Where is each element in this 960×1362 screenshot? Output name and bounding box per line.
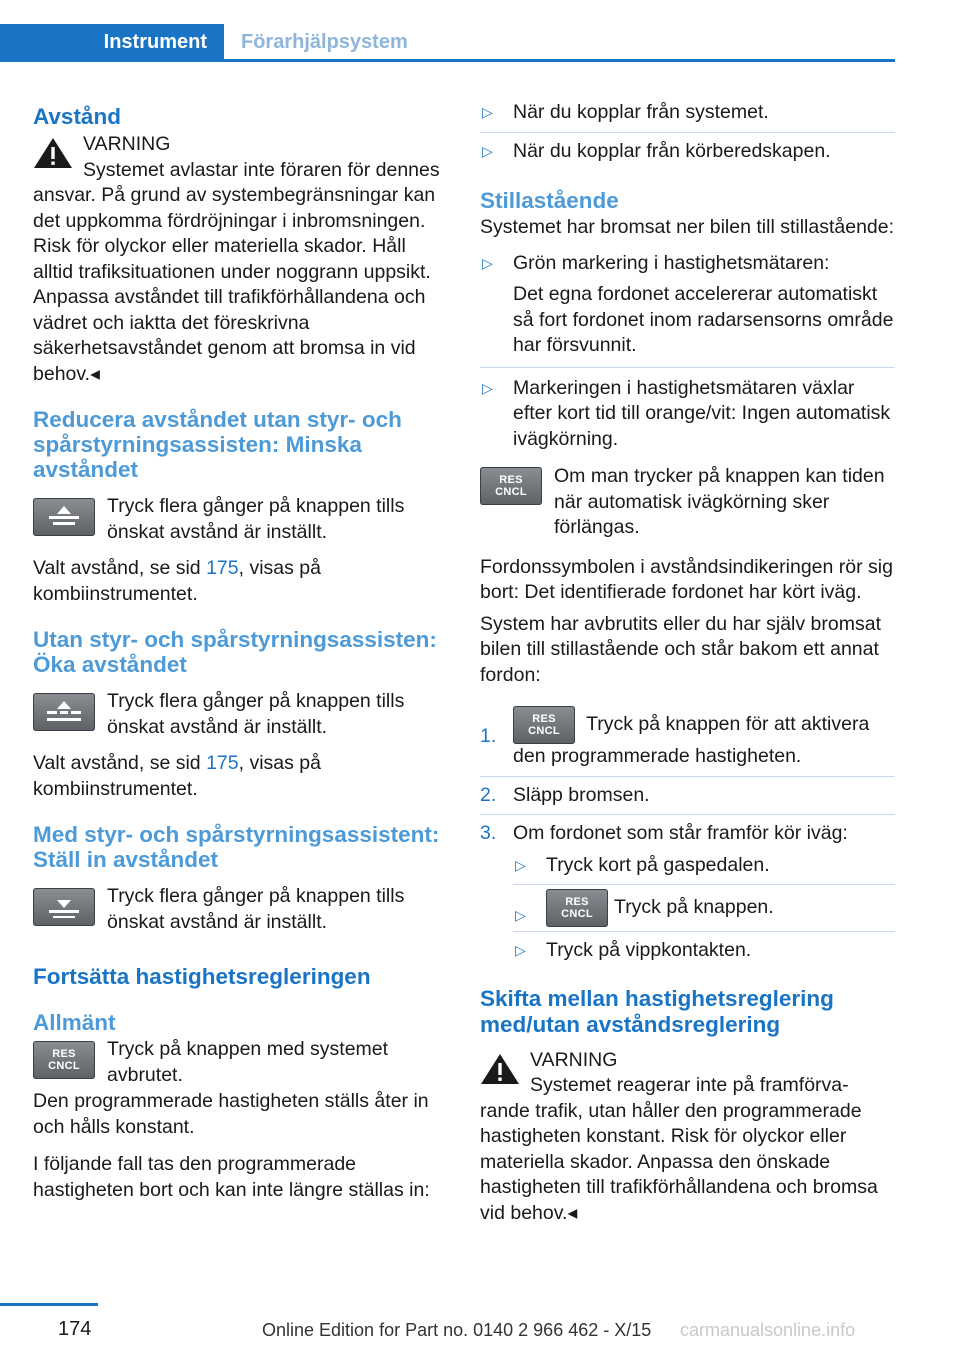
left-column [33,100,448,1203]
heading-set-distance: Med styr- och spårstyrningsassistent: Ställ in avståndet [33,822,440,872]
warning-label: VARNING [83,133,171,155]
steps-list [480,706,895,964]
selected-distance-post-2: , visas på kombiinstrumentet. [33,752,321,800]
list-item: ▷ När du kopplar från körberedskapen. [480,132,895,165]
substeps-list [513,853,895,964]
watermark-text: carmanualsonline.info [680,1320,856,1340]
tab-instrument[interactable]: Instrument [0,24,224,60]
bullet-triangle-icon: ▷ [482,379,493,396]
bullet-triangle-icon: ▷ [482,142,493,159]
step-number: 2. [480,783,497,806]
delay-button-row [480,464,895,541]
heading-increase-distance: Utan styr- och spårstyrningsassisten: Öka avståndet [33,627,437,677]
warning-label-2: VARNING [530,1048,618,1071]
list-item: ▷ RES CNCL Tryck på knappen. [513,884,895,931]
list-item: 1. RES CNCL Tryck på knappen för att aktivera den programmerade hastigheten. [480,706,895,776]
vehicle-gone-text: Fordonssymbolen i avståndsindikeringen rör sig bort: Det identifierade fordonet har kört iväg. [480,555,893,603]
edition-text: Online Edition for Part no. 0140 2 966 462 - X/15 [262,1320,652,1340]
page-link-175-2[interactable]: 175 [206,752,239,774]
heading-general: Allmänt [33,1010,116,1035]
warning-text-2-first: Systemet reagerar inte på framförva- [530,1074,849,1096]
list-item: ▷ Grön markering i hastighetsmätaren: Det egna fordonet accelererar automatiskt så fort fordonet inom radarsensorns område har försvunnit. [480,251,895,367]
warning-text: ansvar. På grund av systembegränsningar kan det uppkomma fördröjningar i inbromsningen. Risk för olyckor eller materiella skador. Håll alltid trafiksituationen under noggrann uppsikt. Anpassa avståndet till trafikförhållandena och vädret och iaktta det föreskrivna säkerhetsavståndet genom att bromsa in vid behov.◂ [33,184,436,385]
step-number: 1. [480,725,497,747]
heading-standstill: Stillastående [480,188,619,213]
heading-switch-mode: Skifta mellan hastighetsreglering med/utan avståndsreglering [480,985,834,1037]
bullet-triangle-icon: ▷ [482,254,493,271]
distance-increase-button-icon [33,693,95,731]
header-divider [0,59,895,62]
press-delay-text: Om man trycker på knappen kan tiden när automatisk ivägkörning sker förlängas. [554,465,885,538]
standstill-list [480,251,895,453]
list-item: 2. Släpp bromsen. [480,776,895,815]
list-item: 3. Om fordonet som står framför kör iväg: ▷ Tryck kort på gaspedalen. ▷ RES CNCL Tryck på knappen. ▷ Tryck på vippkontakten. [480,814,895,964]
list-item: ▷ Markeringen i hastighetsmätaren växlar efter kort tid till orange/vit: Ingen automatisk ivägkörning. [480,367,895,453]
warning-triangle-icon [33,136,73,170]
page-header [0,24,895,62]
bullet-triangle-icon: ▷ [482,104,493,120]
set-distance-row [33,884,448,936]
heading-avstand: Avstånd [33,104,121,129]
list-item: ▷ Tryck på vippkontakten. [513,931,895,964]
res-cncl-button-icon: RES CNCL [546,889,608,927]
warning-triangle-icon [480,1052,520,1086]
warning-block [33,132,448,387]
selected-distance-text-2 [33,751,448,802]
bullet-triangle-icon: ▷ [515,942,526,958]
selected-distance-post: , visas på kombiinstrumentet. [33,557,321,605]
resume-text: Den programmerade hastigheten ställs åter in och hålls konstant. [33,1090,429,1138]
selected-distance-pre-2: Valt avstånd, se sid [33,752,207,774]
bullet-triangle-icon: ▷ [515,907,526,923]
res-cncl-button-icon: RES CNCL [480,467,542,505]
standstill-detail: Det egna fordonet accelererar automatiskt så fort fordonet inom radarsensorns område har försvunnit. [513,283,894,356]
press-resume-text: Tryck på knappen med systemet avbrutet. [107,1038,389,1086]
right-column [480,100,895,1226]
cases-text: I följande fall tas den programmerade hastigheten bort och kan inte längre ställas in: [33,1153,430,1201]
standstill-text: Systemet har bromsat ner bilen till stillastående: [480,216,895,238]
heading-continue-cruise: Fortsätta hastighetsregleringen [33,964,371,989]
press-repeatedly-text-3: Tryck flera gånger på knappen tills önskat avstånd är inställt. [107,885,405,933]
res-label: RES [52,1048,76,1060]
cncl-label: CNCL [48,1060,80,1072]
res-cncl-button-icon: RES CNCL [513,706,575,744]
distance-decrease-button-icon [33,498,95,536]
warning-text-2: rande trafik, utan håller den programmerade hastigheten konstant. Risk för olyckor eller materiella skador. Anpassa den önskade hastigheten till trafikförhållandena och bromsa vid behov.◂ [480,1099,878,1224]
selected-distance-text [33,556,448,607]
press-repeatedly-text: Tryck flera gånger på knappen tills önskat avstånd är inställt. [107,495,405,543]
heading-reduce-distance: Reducera avståndet utan styr- och spårstyrningsassisten: Minska avståndet [33,407,402,482]
system-cancel-text: System har avbrutits eller du har själv bromsat bilen till stillastående och står bakom ett annat fordon: [480,612,881,686]
tab-forarhjalpsystem[interactable]: Förarhjälpsystem [241,30,408,53]
resume-button-row [33,1037,448,1089]
step-number: 3. [480,822,497,844]
res-cncl-button-icon [33,1041,95,1079]
increase-distance-row [33,689,448,741]
press-repeatedly-text-2: Tryck flera gånger på knappen tills önskat avstånd är inställt. [107,690,405,738]
page-number: 174 [58,1318,92,1340]
reduce-distance-row [33,494,448,546]
selected-distance-pre: Valt avstånd, se sid [33,557,207,579]
cancel-cases-list [480,100,895,164]
list-item: ▷ När du kopplar från systemet. [480,100,895,132]
warning-block-2 [480,1048,895,1227]
distance-set-button-icon [33,888,95,926]
warning-text-first: Systemet avlastar inte föraren för dennes [83,158,440,181]
bullet-triangle-icon: ▷ [515,856,526,873]
footer-divider [0,1303,98,1306]
page-link-175[interactable]: 175 [206,557,239,579]
list-item: ▷ Tryck kort på gaspedalen. [513,853,895,885]
